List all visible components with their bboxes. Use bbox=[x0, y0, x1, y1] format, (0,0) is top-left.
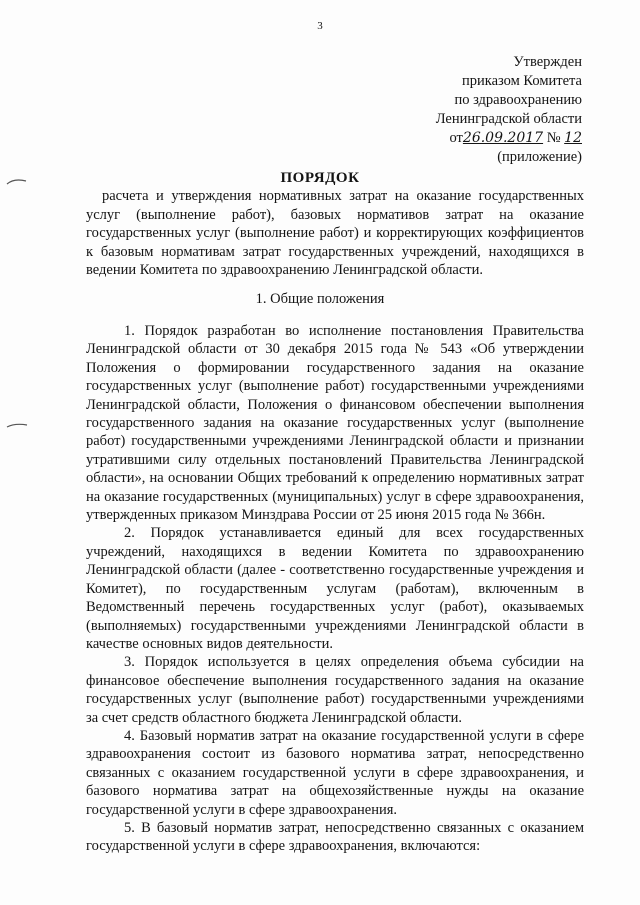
paragraph-2: 2. Порядок устанавливается единый для всех государственных учреждений, находящихся в ведении Комитета по здравоохранению Ленинградской области (далее - соответственно государственные учреждения и Комитет), по государственным услугам (работам), включенным в Ведомственный перечень государственных услуг (работ), оказываемых (выполняемых) государственными учреждениями Ленинградской области в качестве основных видов деятельности. bbox=[86, 525, 584, 652]
paragraph-4: 4. Базовый норматив затрат на оказание государственной услуги в сфере здравоохранения состоит из базового норматива затрат, непосредственно связанных с оказанием государственной услуги в сфере здравоохранения, и базового норматива затрат на общехозяйственные нужды на оказание государственной услуги в сфере здравоохранения. bbox=[86, 727, 584, 818]
approval-line-region: Ленинградской области bbox=[435, 111, 582, 127]
approval-note: (приложение) bbox=[497, 149, 582, 165]
date-prefix: от bbox=[449, 130, 463, 146]
number-prefix: № bbox=[546, 130, 561, 146]
document-subtitle: расчета и утверждения нормативных затрат на оказание государственных услуг (выполнение работ), базовых нормативов затрат на оказание государственных услуг (выполнение работ) и корректирующих коэффициентов к базовым нормативам затрат государственных учреждений, находящихся в ведении Комитета по здравоохранению Ленинградской области. bbox=[86, 188, 584, 278]
handwritten-number: 12 bbox=[564, 130, 582, 146]
paragraph-5: 5. В базовый норматив затрат, непосредственно связанных с оказанием государственной услуги в сфере здравоохранения, включаются: bbox=[86, 819, 584, 855]
paragraph-1: 1. Порядок разработан во исполнение постановления Правительства Ленинградской области от 30 декабря 2015 года № 543 «Об утверждении Положения о формировании государственного задания на оказание государственных услуг (выполнение работ) государственными учреждениями Ленинградской области, Положения о финансовом обеспечении выполнения государственного задания на оказание государственных услуг (выполнение работ) государственными учреждениями Ленинградской области и признании утратившими силу отдельных постановлений Правительства Ленинградской области», на основании Общих требований к определению нормативных затрат на оказание государственных (муниципальных) услуг в сфере здравоохранения, утвержденных приказом Минздрава России от 25 июня 2015 года № 366н. bbox=[86, 323, 584, 524]
page-number: 3 bbox=[317, 20, 323, 32]
margin-punch-mark-icon bbox=[6, 422, 28, 430]
approval-line-health: по здравоохранению bbox=[454, 92, 582, 108]
handwritten-date: 26.09.2017 bbox=[462, 130, 544, 146]
approval-line-order: приказом Комитета bbox=[461, 73, 582, 89]
paragraph-3: 3. Порядок используется в целях определения объема субсидии на финансовое обеспечение выполнения государственного задания на оказание государственных услуг (выполнение работ) государственными учреждениями за счет средств областного бюджета Ленинградской области. bbox=[86, 654, 584, 726]
body-text bbox=[86, 322, 584, 856]
approval-block bbox=[392, 53, 582, 167]
section-heading: 1. Общие положения bbox=[255, 291, 385, 307]
approval-date-line bbox=[392, 129, 582, 148]
approval-line-approved: Утвержден bbox=[513, 54, 582, 70]
document-title: ПОРЯДОК bbox=[280, 170, 360, 186]
margin-punch-mark-icon bbox=[6, 178, 28, 186]
